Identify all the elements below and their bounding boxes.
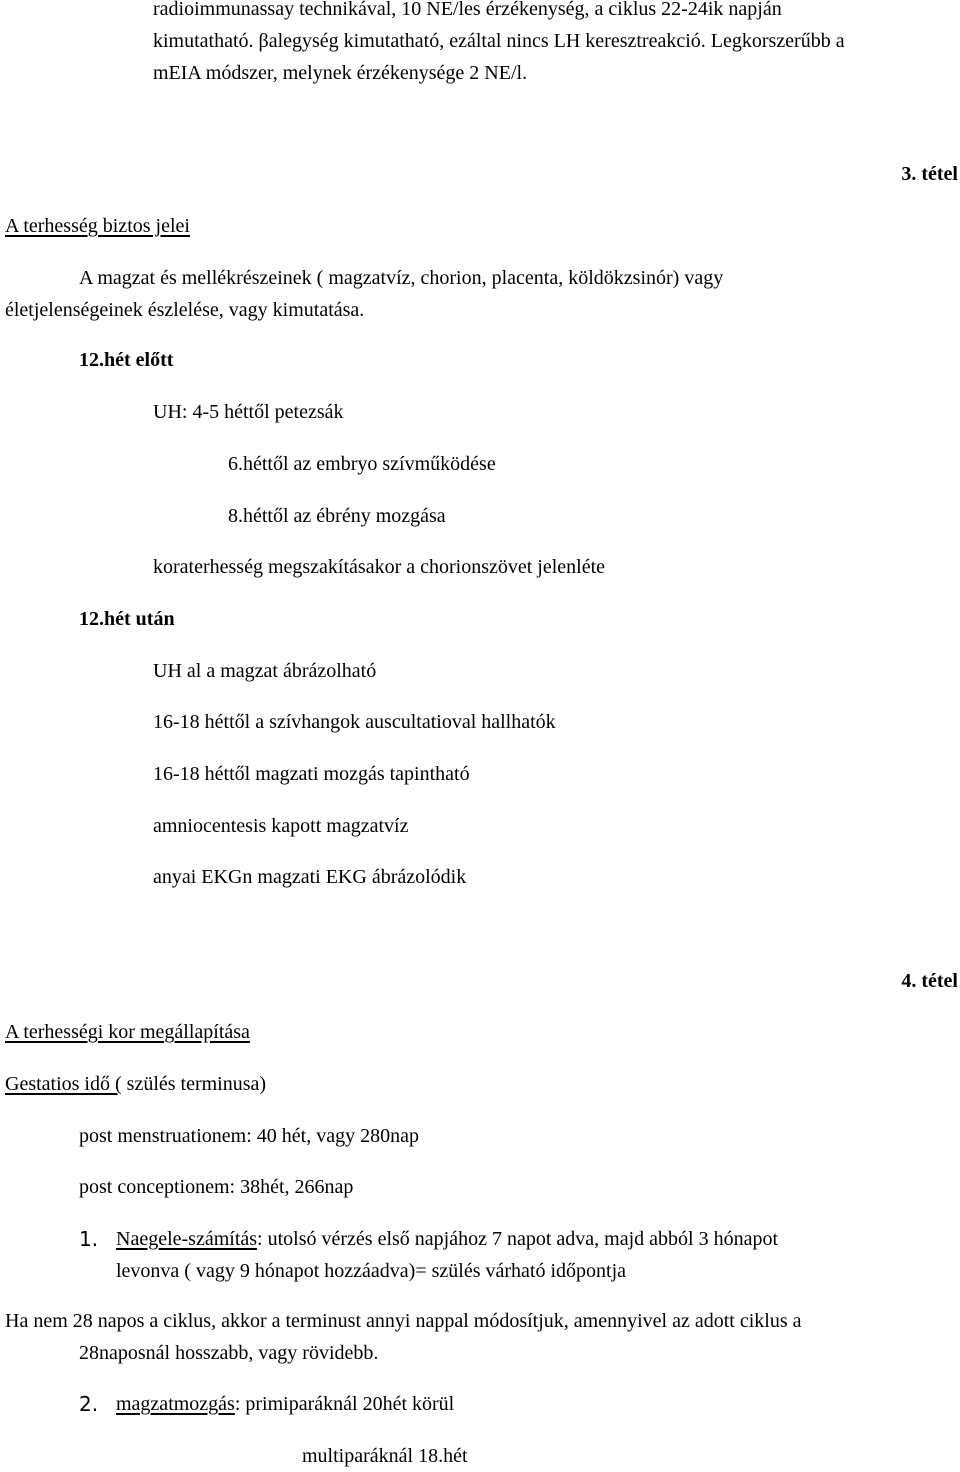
naegele-text-1: : utolsó vérzés első napjához 7 napot adva, majd abból 3 hónapot	[257, 1228, 779, 1250]
post-menstruationem: post menstruationem: 40 hét, vagy 280nap	[79, 1125, 419, 1147]
naegele-term: Naegele-számítás	[116, 1228, 258, 1250]
naegele-line-2: levonva ( vagy 9 hónapot hozzáadva)= szülés várható időpontja	[116, 1260, 626, 1282]
after-12-item: anyai EKGn magzati EKG ábrázolódik	[153, 866, 467, 888]
magzatmozgas-text: : primiparáknál 20hét körül	[234, 1393, 455, 1415]
embryo-movement: 8.héttől az ébrény mozgása	[228, 505, 446, 527]
section-3-tetel-label: 3. tétel	[901, 163, 958, 185]
before-12-weeks-label: 12.hét előtt	[79, 349, 174, 371]
embryo-heartbeat: 6.héttől az embryo szívműködése	[228, 453, 496, 475]
after-12-item: amniocentesis kapott magzatvíz	[153, 815, 409, 837]
after-12-item: UH al a magzat ábrázolható	[153, 660, 377, 682]
intro-line-2: kimutatható. βalegység kimutatható, ezáltal nincs LH keresztreakció. Legkorszerűbb a	[153, 30, 845, 52]
naegele-line-1	[116, 1223, 778, 1255]
chorion-presence: koraterhesség megszakításakor a chorionszövet jelenléte	[153, 556, 606, 578]
uh-petezsak: UH: 4-5 héttől petezsák	[153, 401, 344, 423]
section-3-desc-line-2: életjelenségeinek észlelése, vagy kimutatása.	[5, 299, 365, 321]
gestatio-line	[5, 1068, 266, 1100]
multipara-line: multiparáknál 18.hét	[302, 1445, 468, 1467]
after-12-item: 16-18 héttől magzati mozgás tapintható	[153, 763, 470, 785]
cycle-adjust-line-1: Ha nem 28 napos a ciklus, akkor a terminust annyi nappal módosítjuk, amennyivel az adott ciklus a	[5, 1310, 802, 1332]
section-3-heading: A terhesség biztos jelei	[5, 215, 190, 237]
intro-line-1: radioimmunassay technikával, 10 NE/les érzékenység, a ciklus 22-24ik napján	[153, 0, 782, 20]
after-12-weeks-label: 12.hét után	[79, 608, 175, 630]
magzatmozgas-term: magzatmozgás	[116, 1393, 235, 1415]
after-12-item: 16-18 héttől a szívhangok auscultatioval hallhatók	[153, 711, 556, 733]
section-4-tetel-label: 4. tétel	[901, 970, 958, 992]
magzatmozgas-number: 2.	[79, 1392, 99, 1416]
naegele-number: 1.	[79, 1227, 99, 1251]
gestatio-label: Gestatios idő (	[5, 1073, 122, 1095]
section-3-desc-line-1: A magzat és mellékrészeinek ( magzatvíz, chorion, placenta, köldökzsinór) vagy	[79, 267, 724, 289]
gestatio-rest: szülés terminusa)	[121, 1073, 267, 1095]
post-conceptionem: post conceptionem: 38hét, 266nap	[79, 1176, 354, 1198]
section-4-heading: A terhességi kor megállapítása	[5, 1021, 250, 1043]
intro-line-3: mEIA módszer, melynek érzékenysége 2 NE/l.	[153, 62, 528, 84]
cycle-adjust-line-2: 28naposnál hosszabb, vagy rövidebb.	[79, 1342, 379, 1364]
magzatmozgas-line	[116, 1388, 454, 1420]
